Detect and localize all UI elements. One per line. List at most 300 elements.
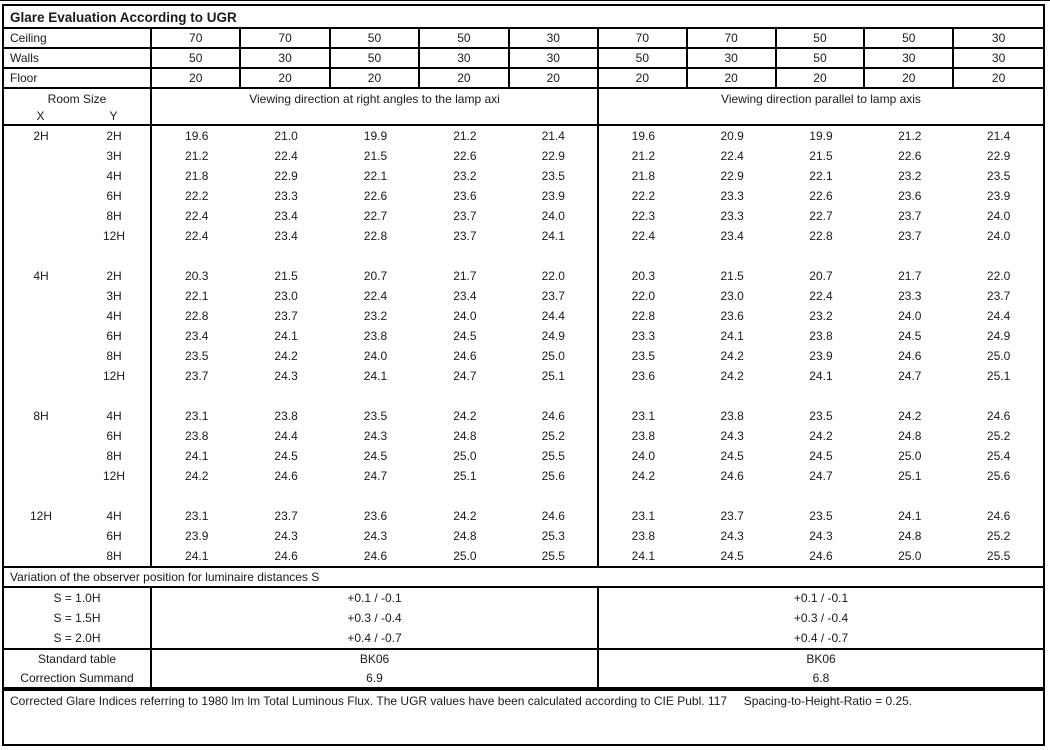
correction-label: Correction Summand [4, 668, 152, 687]
ugr-value-left: 23.1 [185, 409, 209, 423]
ugr-value-right: 23.6 [720, 309, 744, 323]
s-label: S = 2.0H [4, 628, 152, 648]
ugr-value-right: 22.3 [631, 209, 656, 223]
page-top-edge-line [0, 0, 1050, 1]
ugr-value-left: 20.3 [185, 269, 209, 283]
ugr-value-left: 23.8 [185, 429, 209, 443]
ugr-value-left: 22.6 [453, 149, 477, 163]
ugr-value-right: 24.5 [720, 549, 744, 563]
ugr-value-left: 23.7 [274, 509, 298, 523]
data-row [4, 426, 1043, 446]
x-cell [4, 466, 78, 486]
standard-table-label: Standard table [4, 650, 152, 668]
ugr-value-right [777, 246, 866, 266]
ugr-value-left: 24.7 [363, 469, 388, 483]
ugr-value-right: 23.3 [720, 189, 744, 203]
ugr-value-left: 25.2 [510, 426, 599, 446]
y-cell: 4H [78, 506, 152, 526]
ugr-value-left: 22.8 [185, 309, 209, 323]
ugr-value-left: 23.9 [185, 529, 209, 543]
ugr-value-left: 24.5 [453, 329, 477, 343]
surface-value: 50 [152, 49, 241, 67]
ugr-value-left: 23.7 [453, 229, 477, 243]
ugr-value-right: 22.4 [809, 289, 833, 303]
ugr-value-right: 24.0 [986, 209, 1011, 223]
ugr-value-right [865, 246, 954, 266]
ugr-value-left: 24.8 [453, 529, 477, 543]
ugr-value-right: 23.7 [986, 289, 1011, 303]
ugr-value-right: 19.6 [631, 129, 656, 143]
ugr-value-right: 22.4 [720, 149, 744, 163]
ugr-value-left: 19.6 [185, 129, 209, 143]
surface-value: 20 [331, 69, 420, 87]
ugr-value-right: 23.5 [809, 509, 833, 523]
y-cell: 6H [78, 426, 152, 446]
ugr-value-right: 21.5 [809, 149, 833, 163]
ugr-value-left: 19.9 [363, 129, 388, 143]
surface-value: 30 [510, 49, 599, 67]
ugr-value-right: 23.4 [720, 229, 744, 243]
y-cell: 8H [78, 446, 152, 466]
ugr-value-left [241, 246, 330, 266]
x-cell [4, 346, 78, 366]
surface-value: 20 [865, 69, 954, 87]
surface-value: 20 [777, 69, 866, 87]
ugr-value-left: 22.1 [185, 289, 209, 303]
surface-value: 50 [331, 49, 420, 67]
surface-value: 70 [599, 29, 688, 47]
ugr-value-left: 20.7 [363, 269, 388, 283]
ugr-value-right [954, 246, 1043, 266]
s-label: S = 1.5H [4, 608, 152, 628]
y-label: Y [109, 108, 118, 123]
ugr-value-left [152, 386, 241, 406]
ugr-value-right: 24.5 [809, 449, 833, 463]
surface-value: 50 [599, 49, 688, 67]
ugr-value-left: 21.2 [185, 149, 209, 163]
x-cell [4, 226, 78, 246]
ugr-value-right: 22.2 [631, 189, 656, 203]
ugr-value-right: 22.0 [631, 289, 656, 303]
ugr-value-left: 24.2 [274, 349, 298, 363]
standard-table-right-value: BK06 [806, 652, 836, 666]
surface-value: 30 [991, 31, 1006, 45]
ugr-value-left: 21.2 [453, 129, 477, 143]
ugr-value-left: 23.7 [510, 286, 599, 306]
x-cell [4, 286, 78, 306]
s-row [4, 608, 1043, 628]
surface-value: 20 [152, 69, 241, 87]
x-cell [4, 246, 78, 266]
surface-row-label: Walls [4, 49, 152, 67]
ugr-value-right: 22.4 [631, 229, 656, 243]
data-row [4, 466, 1043, 486]
x-cell: 8H [33, 409, 49, 423]
ugr-value-right: 20.7 [809, 269, 833, 283]
ugr-value-left: 22.1 [363, 169, 388, 183]
ugr-value-left [420, 486, 509, 506]
s-value-right: +0.1 / -0.1 [793, 591, 849, 605]
surface-value: 20 [510, 69, 599, 87]
x-cell [4, 486, 78, 506]
ugr-value-left: 21.4 [510, 126, 599, 146]
ugr-value-left: 24.1 [185, 549, 209, 563]
ugr-value-left: 23.4 [274, 229, 298, 243]
viewing-direction-right-header: Viewing direction parallel to lamp axis [721, 92, 921, 106]
ugr-value-left: 24.2 [185, 469, 209, 483]
x-cell [4, 526, 78, 546]
ugr-value-left: 23.2 [453, 169, 477, 183]
ugr-value-left: 25.6 [510, 466, 599, 486]
ugr-value-right: 22.8 [631, 309, 656, 323]
ugr-value-left: 24.6 [274, 549, 298, 563]
correction-left-value: 6.9 [152, 668, 599, 687]
ugr-value-right: 21.5 [720, 269, 744, 283]
data-row [4, 286, 1043, 306]
x-cell [4, 426, 78, 446]
ugr-value-left: 23.7 [453, 209, 477, 223]
ugr-value-right: 23.3 [720, 209, 744, 223]
surface-value: 50 [777, 29, 866, 47]
ugr-value-right: 20.9 [720, 129, 744, 143]
y-cell: 4H [78, 406, 152, 426]
ugr-value-left: 22.0 [510, 266, 599, 286]
ugr-value-right: 22.9 [986, 149, 1011, 163]
surface-row-label: Floor [4, 69, 152, 87]
ugr-value-left: 22.4 [274, 149, 298, 163]
ugr-value-left: 24.4 [274, 429, 298, 443]
correction-summand-row [4, 668, 1043, 687]
y-cell [78, 386, 152, 406]
data-row [4, 206, 1043, 226]
ugr-value-right: 22.0 [986, 269, 1011, 283]
ugr-value-right: 23.6 [631, 369, 656, 383]
footer-note: Corrected Glare Indices referring to 1980 lm lm Total Luminous Flux. The UGR values have been calculated according to CIE Publ. 117 Spacing-to-Height-Ratio = 0.25. [2, 689, 1045, 746]
ugr-value-right [599, 246, 688, 266]
variation-title: Variation of the observer position for luminaire distances S [4, 566, 1043, 588]
ugr-value-right: 21.8 [631, 169, 656, 183]
ugr-value-right: 24.1 [720, 329, 744, 343]
ugr-value-right: 24.7 [809, 469, 833, 483]
x-cell [4, 326, 78, 346]
ugr-value-left: 25.1 [510, 366, 599, 386]
surface-value: 20 [241, 69, 330, 87]
ugr-value-right: 23.5 [631, 349, 656, 363]
ugr-value-right [954, 486, 1043, 506]
s-row [4, 588, 1043, 608]
ugr-value-right: 24.2 [720, 369, 744, 383]
ugr-value-left: 24.4 [510, 306, 599, 326]
ugr-value-left: 25.5 [510, 446, 599, 466]
ugr-value-left: 24.3 [274, 529, 298, 543]
ugr-value-right: 23.9 [986, 189, 1011, 203]
y-cell: 8H [78, 546, 152, 566]
ugr-value-right: 19.9 [809, 129, 833, 143]
ugr-value-right: 24.3 [809, 529, 833, 543]
surface-value: 30 [688, 49, 777, 67]
ugr-value-left: 22.2 [185, 189, 209, 203]
ugr-value-left: 24.6 [363, 549, 388, 563]
ugr-value-left: 24.1 [363, 369, 388, 383]
surface-value: 20 [599, 69, 688, 87]
y-cell: 6H [78, 186, 152, 206]
ugr-value-left: 24.9 [510, 326, 599, 346]
ugr-value-right [688, 386, 777, 406]
ugr-value-left: 24.7 [453, 369, 477, 383]
ugr-value-right: 22.6 [898, 149, 922, 163]
ugr-value-left: 21.0 [274, 129, 298, 143]
ugr-value-left: 23.5 [363, 409, 388, 423]
standard-table-left-value: BK06 [152, 650, 599, 668]
ugr-value-right: 24.6 [986, 509, 1011, 523]
ugr-value-left [420, 386, 509, 406]
data-row [4, 546, 1043, 566]
ugr-value-right: 24.1 [809, 369, 833, 383]
y-cell: 6H [78, 326, 152, 346]
surface-value: 30 [865, 49, 954, 67]
ugr-value-left: 22.6 [363, 189, 388, 203]
data-row [4, 406, 1043, 426]
data-row [4, 326, 1043, 346]
s-value-left: +0.4 / -0.7 [152, 628, 599, 648]
y-cell: 12H [78, 366, 152, 386]
ugr-value-left: 23.3 [274, 189, 298, 203]
ugr-value-right: 23.3 [898, 289, 922, 303]
table-header-row [4, 89, 1043, 126]
ugr-value-left: 24.1 [274, 329, 298, 343]
ugr-value-left: 24.6 [274, 469, 298, 483]
x-cell [4, 366, 78, 386]
ugr-value-right: 22.8 [809, 229, 833, 243]
ugr-value-left: 22.9 [510, 146, 599, 166]
ugr-value-right: 25.4 [986, 449, 1011, 463]
ugr-value-left: 25.3 [510, 526, 599, 546]
ugr-value-right: 24.1 [898, 509, 922, 523]
data-row [4, 126, 1043, 146]
ugr-value-left: 22.7 [363, 209, 388, 223]
ugr-value-left: 22.9 [274, 169, 298, 183]
ugr-value-left: 23.8 [363, 329, 388, 343]
ugr-value-right: 25.1 [986, 369, 1011, 383]
ugr-value-left [241, 486, 330, 506]
y-cell: 8H [78, 346, 152, 366]
ugr-value-left: 21.5 [274, 269, 298, 283]
ugr-value-left: 24.8 [453, 429, 477, 443]
ugr-value-right: 24.2 [631, 469, 656, 483]
x-cell [4, 206, 78, 226]
ugr-value-right: 23.2 [898, 169, 922, 183]
ugr-value-right: 23.8 [809, 329, 833, 343]
ugr-value-right: 23.7 [898, 229, 922, 243]
ugr-value-left: 25.0 [453, 449, 477, 463]
ugr-value-right: 23.9 [809, 349, 833, 363]
y-cell: 4H [78, 166, 152, 186]
room-size-header [4, 89, 152, 124]
ugr-value-right: 23.5 [986, 169, 1011, 183]
x-cell [4, 386, 78, 406]
ugr-value-right: 23.5 [809, 409, 833, 423]
surface-value: 20 [420, 69, 509, 87]
surface-value: 70 [241, 29, 330, 47]
s-value-left: +0.3 / -0.4 [152, 608, 599, 628]
data-gap-row [4, 246, 1043, 266]
ugr-value-left: 22.8 [363, 229, 388, 243]
ugr-value-left: 23.8 [274, 409, 298, 423]
ugr-value-right: 21.2 [898, 129, 922, 143]
surface-row [4, 29, 1043, 49]
ugr-value-right: 24.7 [898, 369, 922, 383]
ugr-value-right: 24.6 [720, 469, 744, 483]
ugr-value-left: 25.0 [453, 549, 477, 563]
ugr-value-left: 23.5 [185, 349, 209, 363]
standard-table-row [4, 648, 1043, 668]
ugr-value-left: 23.0 [274, 289, 298, 303]
ugr-value-left [510, 386, 599, 406]
s-value-right: +0.4 / -0.7 [793, 631, 849, 645]
y-cell: 8H [78, 206, 152, 226]
ugr-value-left [331, 246, 420, 266]
ugr-value-right: 24.6 [809, 549, 833, 563]
ugr-value-right: 24.0 [986, 229, 1011, 243]
data-row [4, 306, 1043, 326]
x-cell [4, 146, 78, 166]
ugr-value-right: 25.1 [898, 469, 922, 483]
surface-row [4, 49, 1043, 69]
data-row [4, 526, 1043, 546]
ugr-value-right: 25.0 [898, 449, 922, 463]
surface-value: 70 [688, 29, 777, 47]
ugr-value-left: 23.4 [453, 289, 477, 303]
ugr-value-right: 23.1 [631, 509, 656, 523]
x-cell: 2H [33, 129, 49, 143]
ugr-value-right: 22.9 [720, 169, 744, 183]
surface-value: 50 [777, 49, 866, 67]
y-cell: 6H [78, 526, 152, 546]
x-cell [4, 306, 78, 326]
ugr-value-right: 23.8 [631, 429, 656, 443]
ugr-value-right: 24.4 [986, 309, 1011, 323]
ugr-value-left: 22.4 [363, 289, 388, 303]
ugr-value-right: 20.3 [631, 269, 656, 283]
ugr-value-left: 24.5 [274, 449, 298, 463]
ugr-value-left: 23.9 [510, 186, 599, 206]
y-cell: 4H [78, 306, 152, 326]
s-value-left: +0.1 / -0.1 [152, 588, 599, 608]
data-row [4, 166, 1043, 186]
x-cell [4, 186, 78, 206]
ugr-value-left: 24.0 [363, 349, 388, 363]
surface-reflectance-rows [4, 29, 1043, 89]
ugr-value-right: 23.1 [631, 409, 656, 423]
ugr-value-left: 25.1 [453, 469, 477, 483]
ugr-value-left: 24.2 [453, 409, 477, 423]
ugr-value-left: 23.6 [363, 509, 388, 523]
x-cell: 4H [33, 269, 49, 283]
ugr-value-left: 22.4 [185, 229, 209, 243]
ugr-value-right: 25.2 [986, 529, 1011, 543]
data-row [4, 506, 1043, 526]
ugr-value-left: 21.8 [185, 169, 209, 183]
surface-value: 50 [331, 29, 420, 47]
table-title: Glare Evaluation According to UGR [4, 6, 1043, 29]
ugr-value-right: 23.6 [898, 189, 922, 203]
ugr-value-right: 21.7 [898, 269, 922, 283]
ugr-value-right: 22.7 [809, 209, 833, 223]
xy-header [4, 107, 150, 124]
ugr-value-left: 24.1 [185, 449, 209, 463]
ugr-value-right [777, 386, 866, 406]
s-value-right: +0.3 / -0.4 [793, 611, 849, 625]
ugr-value-right [865, 486, 954, 506]
ugr-value-right: 23.0 [720, 289, 744, 303]
data-row [4, 266, 1043, 286]
ugr-value-right: 23.7 [898, 209, 922, 223]
ugr-table [2, 4, 1045, 689]
ugr-value-right: 24.2 [720, 349, 744, 363]
ugr-value-right: 24.8 [898, 429, 922, 443]
y-cell: 12H [78, 466, 152, 486]
data-gap-row [4, 486, 1043, 506]
ugr-value-left: 23.7 [274, 309, 298, 323]
surface-value: 20 [991, 71, 1006, 85]
ugr-value-right: 23.8 [720, 409, 744, 423]
ugr-value-right [865, 386, 954, 406]
ugr-value-left: 23.4 [185, 329, 209, 343]
ugr-value-right: 24.0 [898, 309, 922, 323]
ugr-value-right: 22.6 [809, 189, 833, 203]
data-row [4, 186, 1043, 206]
ugr-value-left: 24.5 [363, 449, 388, 463]
viewing-direction-left-header: Viewing direction at right angles to the lamp axi [152, 89, 599, 124]
ugr-value-right: 21.4 [986, 129, 1011, 143]
x-cell [4, 446, 78, 466]
data-gap-row [4, 386, 1043, 406]
ugr-value-left: 23.2 [363, 309, 388, 323]
data-row [4, 226, 1043, 246]
ugr-value-right: 24.2 [898, 409, 922, 423]
ugr-value-left [420, 246, 509, 266]
data-row [4, 366, 1043, 386]
ugr-value-left: 24.6 [510, 506, 599, 526]
ugr-value-right: 23.2 [809, 309, 833, 323]
ugr-value-right: 25.2 [986, 429, 1011, 443]
ugr-value-right [777, 486, 866, 506]
ugr-data-area [4, 126, 1043, 566]
surface-value: 50 [420, 29, 509, 47]
surface-value: 50 [865, 29, 954, 47]
surface-row-label: Ceiling [4, 29, 152, 47]
ugr-value-left [241, 386, 330, 406]
ugr-value-left: 24.3 [363, 429, 388, 443]
ugr-value-left: 24.2 [453, 509, 477, 523]
ugr-value-left [331, 386, 420, 406]
ugr-value-left: 24.3 [274, 369, 298, 383]
y-cell [78, 486, 152, 506]
ugr-value-right: 24.1 [631, 549, 656, 563]
ugr-value-left: 24.3 [363, 529, 388, 543]
ugr-value-right [954, 386, 1043, 406]
ugr-value-right: 21.2 [631, 149, 656, 163]
surface-value: 70 [152, 29, 241, 47]
ugr-value-left: 21.7 [453, 269, 477, 283]
x-cell: 12H [29, 509, 52, 523]
ugr-value-right [688, 486, 777, 506]
ugr-value-left: 24.1 [510, 226, 599, 246]
s-label: S = 1.0H [4, 588, 152, 608]
ugr-value-right: 22.1 [809, 169, 833, 183]
ugr-value-left: 25.0 [510, 346, 599, 366]
ugr-value-right [688, 246, 777, 266]
